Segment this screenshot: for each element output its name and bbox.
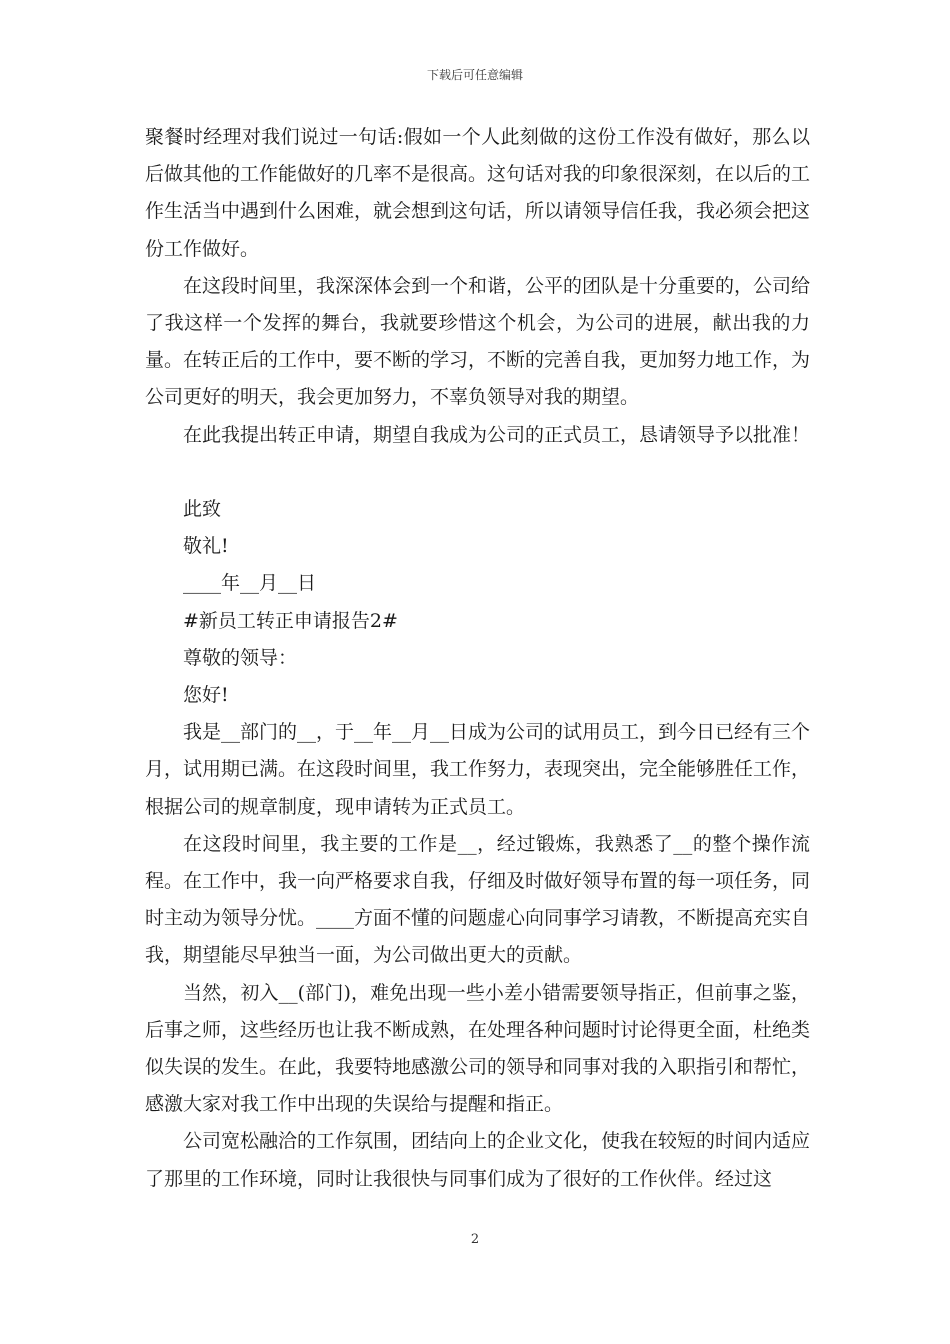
closing-line: 此致: [183, 498, 222, 521]
paragraph-intro: 我是__部门的__，于__年__月__日成为公司的试用员工，到今日已经有三个月，试用期已满。在这段时间里，我工作努力，表现突出，完全能够胜任工作，根据公司的规章制度，现申请转为正式员工。: [145, 721, 811, 818]
document-body: [145, 119, 810, 1198]
paragraph-environment: 公司宽松融洽的工作氛围，团结向上的企业文化，使我在较短的时间内适应了那里的工作环境，同时让我很快与同事们成为了很好的工作伙伴。经过这: [145, 1130, 811, 1190]
paragraph-request: 在此我提出转正申请，期望自我成为公司的正式员工，恳请领导予以批准！: [183, 423, 811, 446]
paragraph-gratitude: 当然，初入__(部门)，难免出现一些小差小错需要领导指正，但前事之鉴，后事之师，这些经历也让我不断成熟，在处理各种问题时讨论得更全面，杜绝类似失误的发生。在此，我要特地感激公司的领导和同事对我的入职指引和帮忙，感激大家对我工作中出现的失误给与提醒和指正。: [145, 981, 811, 1116]
closing-salute: 敬礼!: [183, 535, 229, 558]
page-header: 下载后可任意编辑: [426, 68, 523, 82]
date-line: ____年__月__日: [183, 572, 317, 595]
page-number: 2: [470, 1232, 480, 1247]
blank-line: [145, 454, 810, 491]
paragraph-work: 在这段时间里，我主要的工作是__，经过锻炼，我熟悉了__的整个操作流程。在工作中，我一向严格要求自我，仔细及时做好领导布置的每一项任务，同时主动为领导分忧。____方面不懂的问题虚心向同事学习请教，不断提高充实自我，期望能尽早独当一面，为公司做出更大的贡献。: [145, 832, 811, 967]
paragraph-team: 在这段时间里，我深深体会到一个和谐，公平的团队是十分重要的，公司给了我这样一个发挥的舞台，我就要珍惜这个机会，为公司的进展，献出我的力量。在转正后的工作中，要不断的学习，不断的完善自我，更加努力地工作，为公司更好的明天，我会更加努力，不辜负领导对我的期望。: [145, 274, 811, 409]
section-title: #新员工转正申请报告2#: [183, 609, 398, 632]
salutation: 尊敬的领导：: [183, 646, 298, 669]
paragraph-continuation: 聚餐时经理对我们说过一句话:假如一个人此刻做的这份工作没有做好，那么以后做其他的工作能做好的几率不是很高。这句话对我的印象很深刻，在以后的工作生活当中遇到什么困难，就会想到这句话，所以请领导信任我，我必须会把这份工作做好。: [145, 126, 811, 260]
greeting: 您好!: [183, 684, 229, 707]
